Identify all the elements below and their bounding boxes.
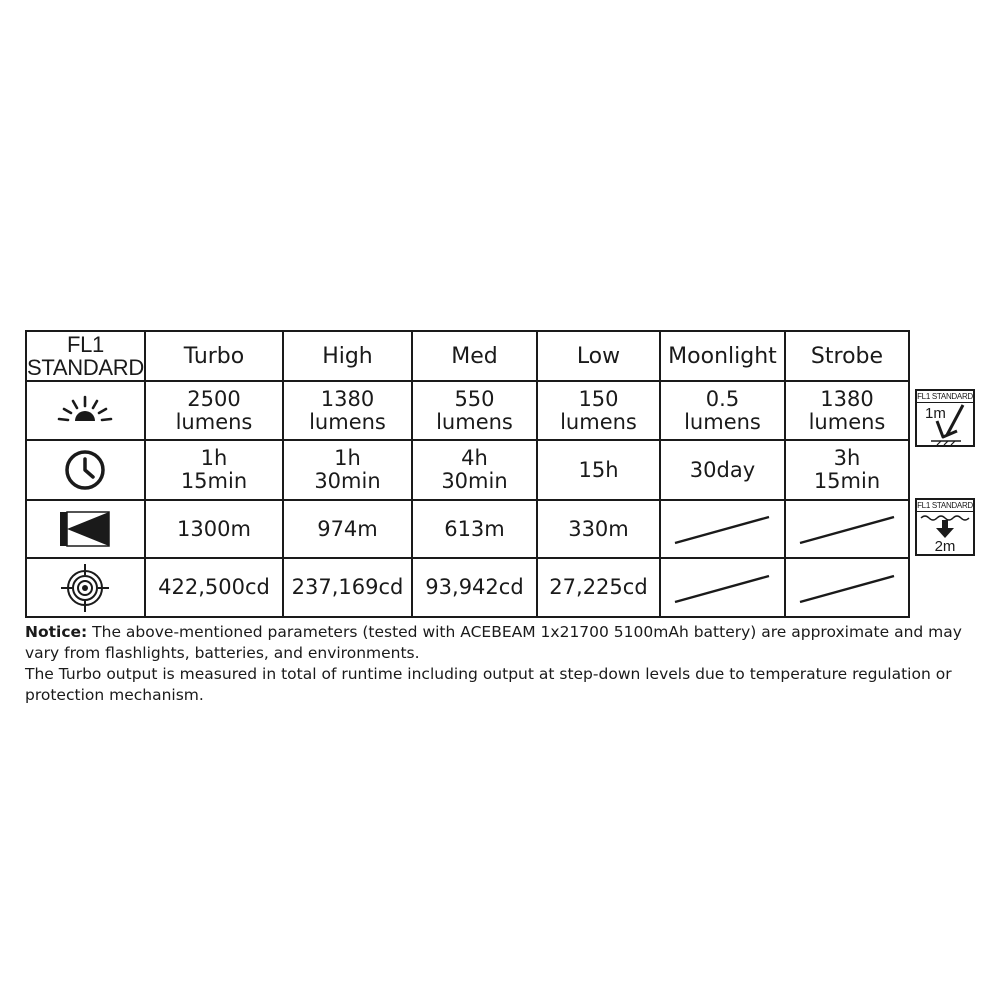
- badge-standard-label: FL1 STANDARD: [917, 501, 973, 510]
- runtime-row: [26, 440, 909, 500]
- notice-line-1: The above-mentioned parameters (tested with ACEBEAM 1x21700 5100mAh battery) are approximate and may vary from flashlights, batteries, and environments.: [25, 623, 962, 662]
- runtime-high: 1h 30min: [283, 440, 412, 500]
- fl1-standard-label: [26, 331, 145, 381]
- notice-paragraph-2: The Turbo output is measured in total of runtime including output at step-down levels due to temperature regulation or protection mechanism.: [25, 665, 952, 704]
- impact-height-value: 1m: [925, 405, 946, 422]
- distance-moonlight-na: [660, 500, 785, 558]
- fl1-label: FL1: [66, 332, 104, 357]
- runtime-med: 4h 30min: [412, 440, 537, 500]
- output-icon-cell: [26, 381, 145, 440]
- runtime-turbo: 1h 15min: [145, 440, 283, 500]
- target-icon: [60, 563, 110, 613]
- output-med: 550 lumens: [412, 381, 537, 440]
- output-turbo: 2500 lumens: [145, 381, 283, 440]
- intensity-strobe-na: [785, 558, 909, 617]
- distance-med: 613m: [412, 500, 537, 558]
- intensity-icon-cell: [26, 558, 145, 617]
- badge-standard-label: FL1 STANDARD: [917, 392, 973, 401]
- mode-high: High: [283, 331, 412, 381]
- output-moonlight: 0.5 lumens: [660, 381, 785, 440]
- notice-text: [25, 622, 975, 706]
- distance-high: 974m: [283, 500, 412, 558]
- waterproof-badge: [915, 498, 975, 556]
- runtime-icon-cell: [26, 440, 145, 500]
- impact-resistance-badge: [915, 389, 975, 447]
- output-high: 1380 lumens: [283, 381, 412, 440]
- intensity-row: [26, 558, 909, 617]
- output-low: 150 lumens: [537, 381, 660, 440]
- mode-strobe: Strobe: [785, 331, 909, 381]
- intensity-low: 27,225cd: [537, 558, 660, 617]
- not-applicable-slash: [667, 509, 777, 549]
- intensity-moonlight-na: [660, 558, 785, 617]
- distance-turbo: 1300m: [145, 500, 283, 558]
- intensity-high: 237,169cd: [283, 558, 412, 617]
- impact-resistance-icon: [917, 403, 973, 447]
- distance-icon-cell: [26, 500, 145, 558]
- intensity-turbo: 422,500cd: [145, 558, 283, 617]
- notice-label: Notice:: [25, 623, 88, 641]
- output-strobe: 1380 lumens: [785, 381, 909, 440]
- runtime-strobe: 3h 15min: [785, 440, 909, 500]
- mode-header-row: [26, 331, 909, 381]
- not-applicable-slash: [792, 509, 902, 549]
- notice-paragraph-1: [25, 622, 975, 664]
- waterproof-icon: [917, 512, 973, 540]
- mode-med: Med: [412, 331, 537, 381]
- distance-row: [26, 500, 909, 558]
- clock-icon: [63, 448, 107, 492]
- not-applicable-slash: [667, 568, 777, 608]
- distance-strobe-na: [785, 500, 909, 558]
- waterproof-depth-value: 2m: [934, 538, 956, 555]
- runtime-moonlight: 30day: [660, 440, 785, 500]
- mode-moonlight: Moonlight: [660, 331, 785, 381]
- output-row: [26, 381, 909, 440]
- intensity-med: 93,942cd: [412, 558, 537, 617]
- not-applicable-slash: [792, 568, 902, 608]
- distance-low: 330m: [537, 500, 660, 558]
- beam-distance-icon: [59, 509, 111, 549]
- mode-turbo: Turbo: [145, 331, 283, 381]
- sun-icon: [55, 393, 115, 429]
- standard-label: STANDARD: [27, 355, 144, 380]
- mode-low: Low: [537, 331, 660, 381]
- runtime-low: 15h: [537, 440, 660, 500]
- fl1-spec-table: [25, 330, 910, 618]
